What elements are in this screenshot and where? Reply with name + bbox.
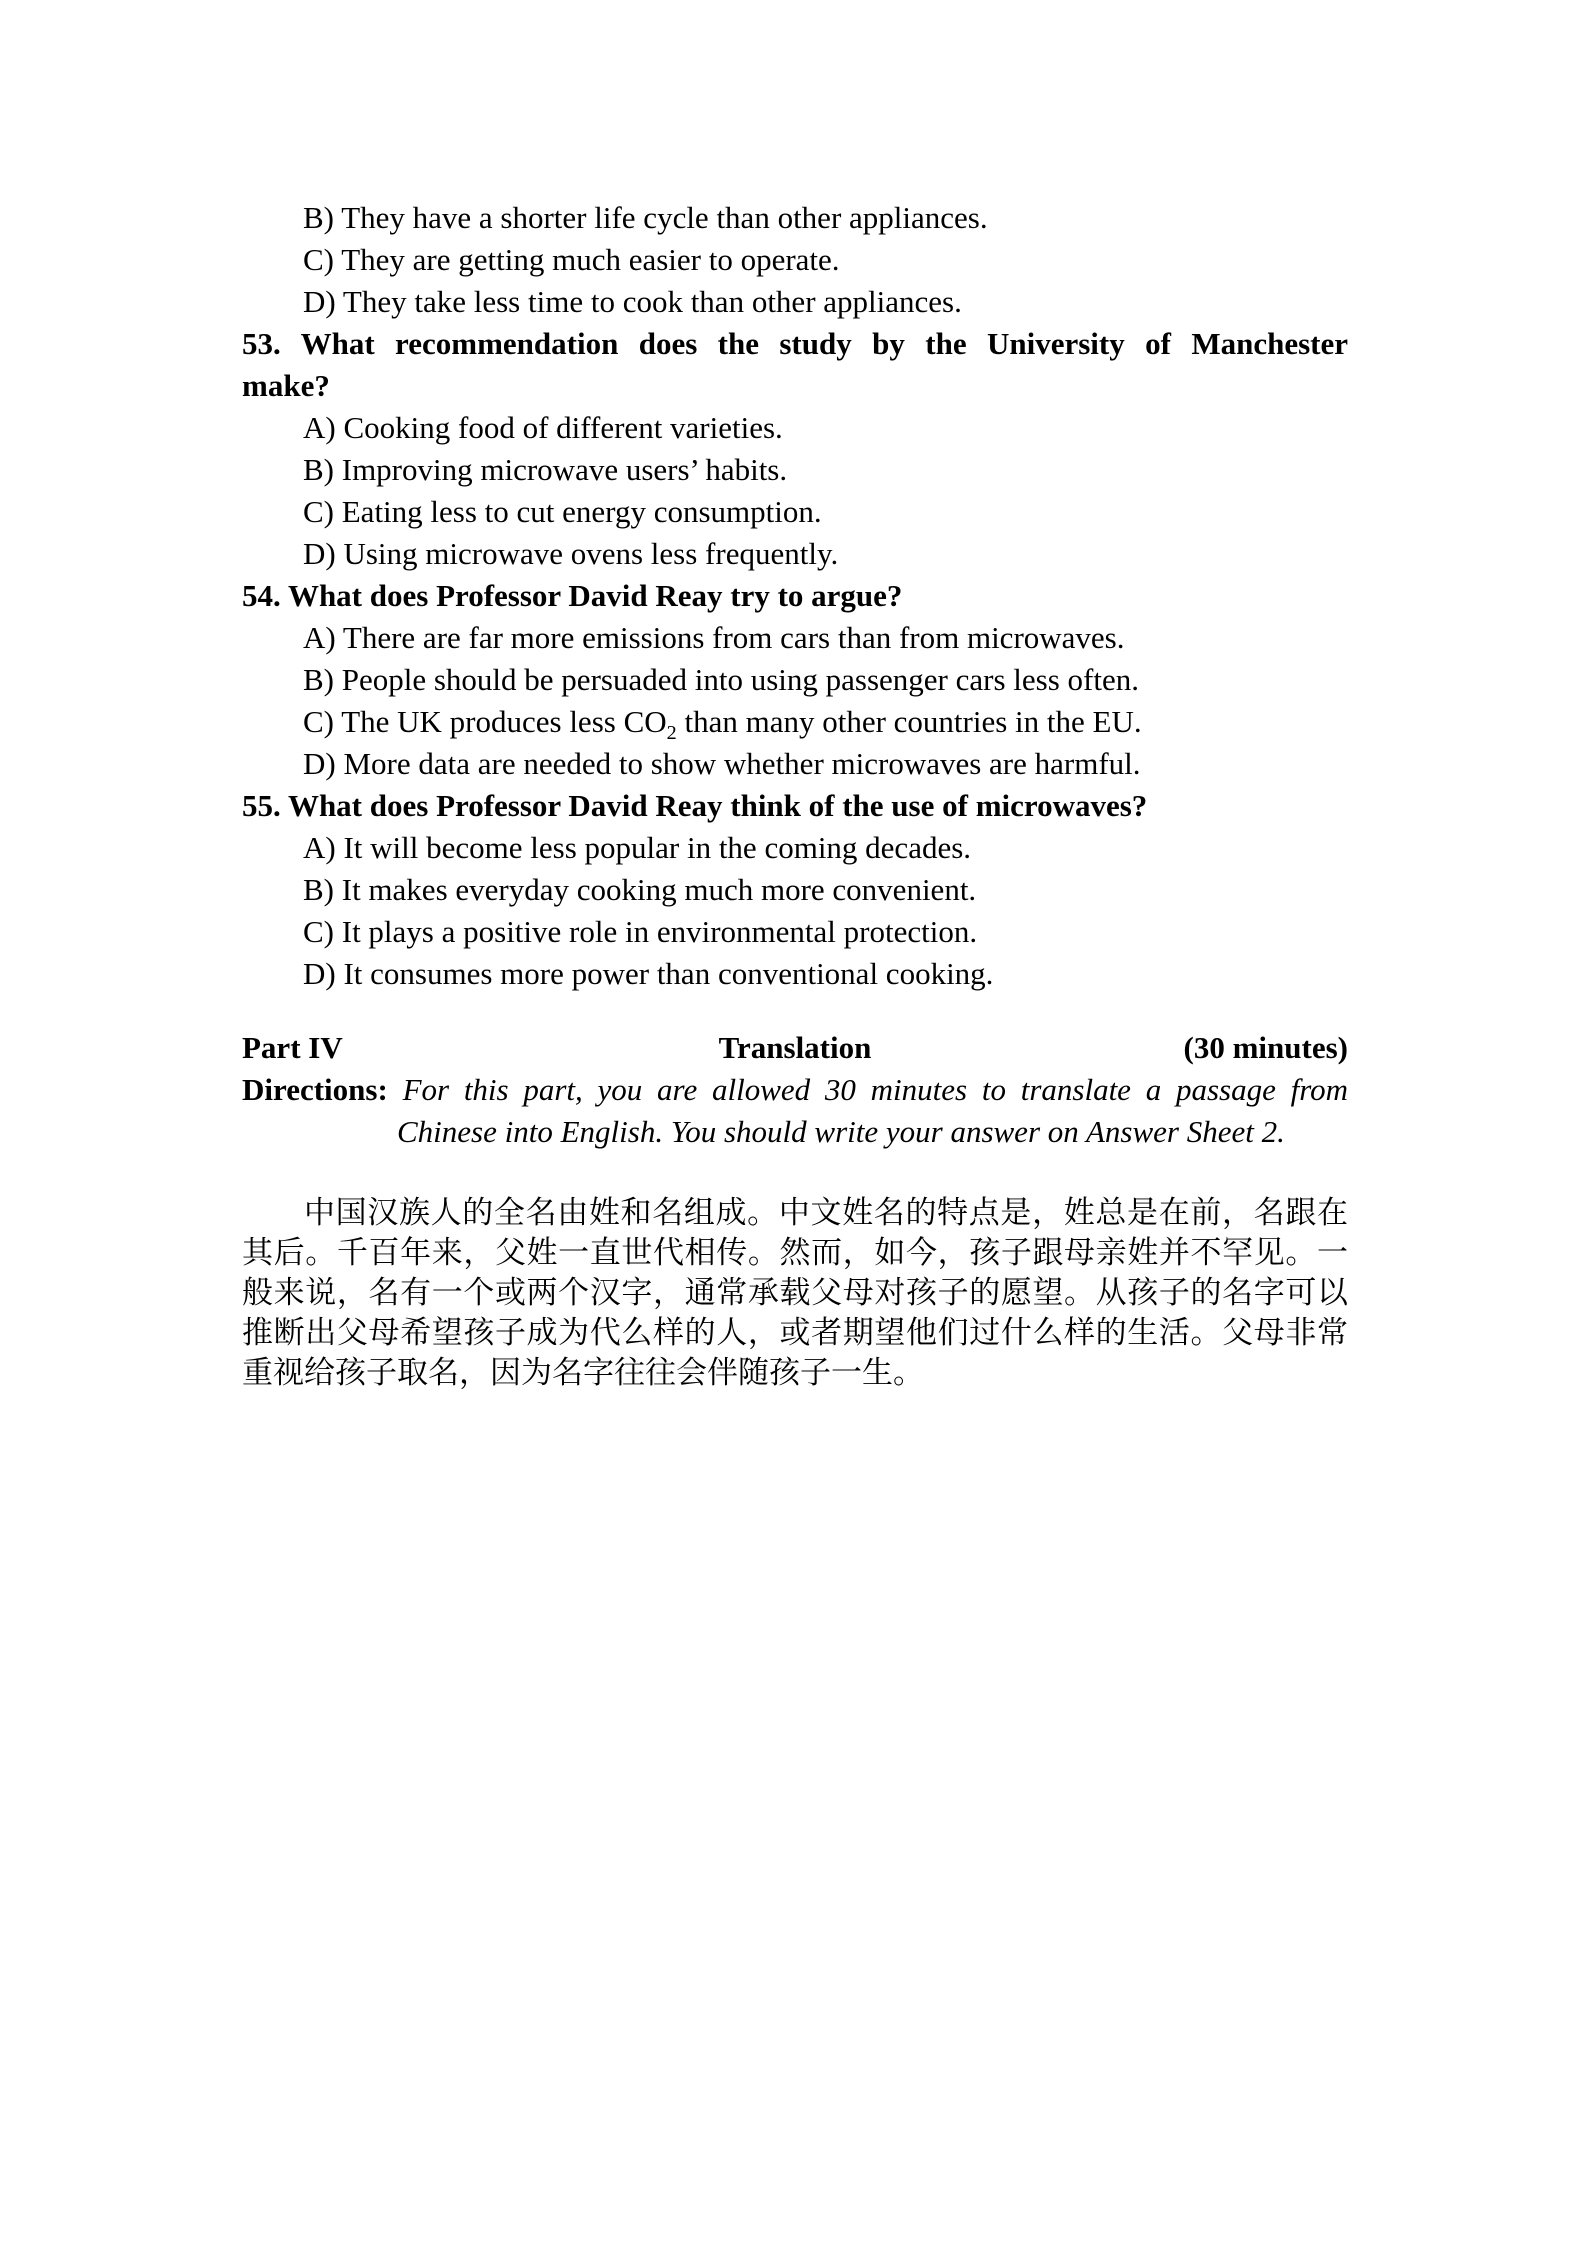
page-content — [242, 197, 1348, 1393]
question-53-heading-line1: 53. What recommendation does the study by the University of Manchester — [242, 326, 1348, 361]
section-title: Translation — [718, 1030, 872, 1065]
question-54-heading: 54. What does Professor David Reay try to argue? — [242, 578, 903, 613]
part-iv-heading — [242, 1027, 1348, 1069]
option-line: C) It plays a positive role in environmental protection. — [303, 914, 978, 949]
option-line: B) People should be persuaded into using passenger cars less often. — [303, 662, 1139, 697]
section-gap — [242, 995, 1348, 1027]
option-line: D) More data are needed to show whether microwaves are harmful. — [303, 746, 1141, 781]
option-line: D) It consumes more power than conventional cooking. — [303, 956, 994, 991]
option-text: than many other countries in the EU. — [676, 704, 1142, 739]
co2-subscript: 2 — [666, 722, 677, 745]
option-line: C) Eating less to cut energy consumption. — [303, 494, 822, 529]
paragraph-gap — [242, 1153, 1348, 1193]
directions-text: For this part, you are allowed 30 minutes to translate a passage from — [402, 1072, 1349, 1107]
directions-line1 — [242, 1069, 1348, 1111]
directions-label: Directions: — [242, 1072, 388, 1107]
directions-line2: Chinese into English. You should write your answer on Answer Sheet 2. — [397, 1114, 1285, 1149]
option-line: A) It will become less popular in the coming decades. — [303, 830, 972, 865]
option-line: B) Improving microwave users’ habits. — [303, 452, 788, 487]
question-55-heading: 55. What does Professor David Reay think of the use of microwaves? — [242, 788, 1148, 823]
option-text: C) The UK produces less CO — [303, 704, 667, 739]
option-line: A) Cooking food of different varieties. — [303, 410, 783, 445]
option-line: D) They take less time to cook than other appliances. — [303, 284, 962, 319]
part-label: Part IV — [242, 1030, 343, 1065]
passage-line: 般来说，名有一个或两个汉字，通常承载父母对孩子的愿望。从孩子的名字可以 — [242, 1275, 1348, 1310]
question-53-heading-line2: make? — [242, 368, 330, 403]
passage-line: 重视给孩子取名，因为名字往往会伴随孩子一生。 — [242, 1355, 924, 1390]
option-line: B) It makes everyday cooking much more convenient. — [303, 872, 977, 907]
option-line — [242, 701, 1348, 743]
option-line: D) Using microwave ovens less frequently. — [303, 536, 839, 571]
passage-line: 中国汉族人的全名由姓和名组成。中文姓名的特点是，姓总是在前，名跟在 — [304, 1195, 1348, 1230]
option-line: B) They have a shorter life cycle than other appliances. — [303, 200, 988, 235]
duration-label: (30 minutes) — [1183, 1030, 1348, 1065]
option-line: A) There are far more emissions from cars than from microwaves. — [303, 620, 1125, 655]
passage-line: 推断出父母希望孩子成为代么样的人，或者期望他们过什么样的生活。父母非常 — [242, 1315, 1348, 1350]
option-line: C) They are getting much easier to operate. — [303, 242, 840, 277]
passage-line: 其后。千百年来，父姓一直世代相传。然而，如今，孩子跟母亲姓并不罕见。一 — [242, 1235, 1348, 1270]
